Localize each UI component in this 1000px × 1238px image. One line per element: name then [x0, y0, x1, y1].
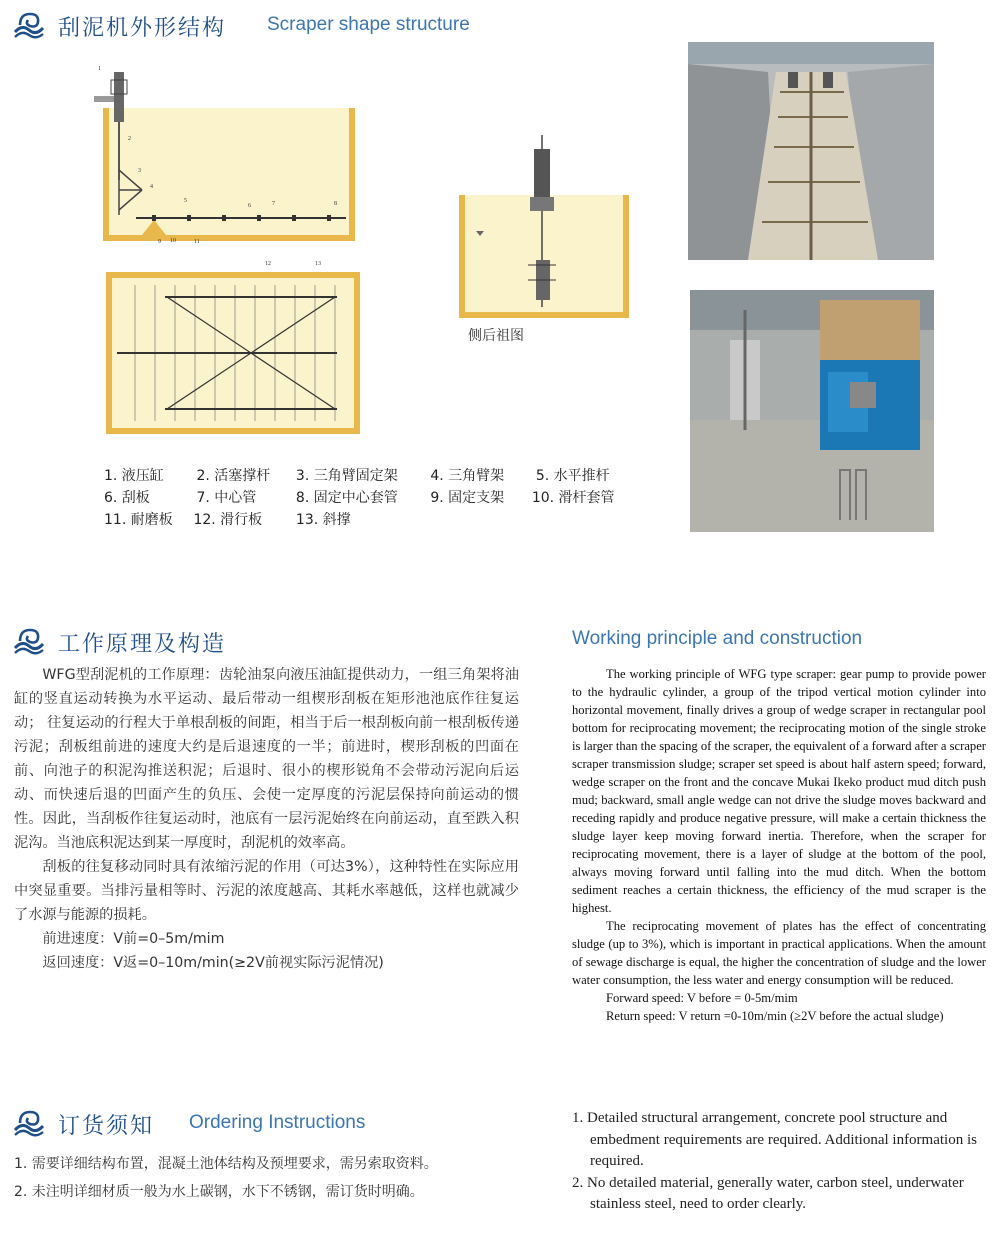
callout-label: 9: [158, 239, 161, 245]
order-list-en: [572, 1108, 986, 1216]
callout-label: 12: [265, 261, 271, 267]
order-item-cn: 2. 未注明详细材质一般为水上碳钢，水下不锈钢，需订货时明确。: [14, 1184, 424, 1200]
callout-label: 5: [184, 198, 187, 204]
callout-label: 7: [272, 201, 275, 207]
legend-item: 8. 固定中心套管: [295, 490, 398, 506]
order-item-cn: 1. 需要详细结构布置，混凝土池体结构及预埋要求，需另索取资料。: [14, 1156, 438, 1172]
legend-row: [104, 465, 610, 485]
callout-label: 13: [315, 261, 321, 267]
section-title-cn: 订货须知: [58, 1114, 155, 1139]
callout-label: 2: [128, 136, 131, 142]
legend-item: 11. 耐磨板: [104, 512, 173, 528]
wave-swirl-icon: [12, 10, 46, 40]
cn-body: [14, 663, 519, 975]
callout-label: 11: [194, 239, 200, 245]
section-title-en: Working principle and construction: [572, 628, 863, 649]
legend-row: [104, 487, 615, 507]
legend-item: 10. 滑杆套管: [531, 490, 615, 506]
section-title-cn: 刮泥机外形结构: [58, 16, 227, 41]
legend-item: 6. 刮板: [104, 490, 150, 506]
callout-label: 10: [170, 238, 176, 244]
callout-label: 4: [150, 184, 153, 190]
cn-paragraph-2: 刮板的往复移动同时具有浓缩污泥的作用（可达3%），这种特性在实际应用中突显重要。当排污量相等时、污泥的浓度越高、其耗水率越低，这样也就减少了水源与能源的损耗。: [14, 859, 519, 923]
section-title-en: Ordering Instructions: [189, 1112, 366, 1133]
order-item-en: 2. No detailed material, generally water, carbon steel, underwater stainless steel, need to order clearly.: [572, 1174, 964, 1212]
side-view-diagram: [456, 135, 632, 320]
legend-item: 7. 中心管: [196, 490, 257, 506]
legend-item: 1. 液压缸: [104, 468, 164, 484]
wave-swirl-icon: [12, 626, 46, 656]
callout-label: 1: [98, 66, 101, 72]
legend-item: 9. 固定支架: [430, 490, 505, 506]
en-body: [572, 665, 986, 1025]
legend-row: [104, 509, 351, 529]
section-title-en: Scraper shape structure: [267, 14, 470, 35]
legend-item: 3. 三角臂固定架: [295, 468, 398, 484]
wave-swirl-icon: [12, 1108, 46, 1138]
hydraulic-unit-photo: [690, 290, 934, 532]
cn-forward-speed: 前进速度：V前=0–5m/mim: [42, 931, 225, 947]
legend-item: 13. 斜撑: [295, 512, 351, 528]
section-title-cn: 工作原理及构造: [58, 632, 227, 657]
plan-view-diagram: [105, 255, 360, 435]
side-view-caption: 侧后祖图: [468, 328, 524, 344]
en-paragraph-2: The reciprocating movement of plates has the effect of concentrating sludge (up to 3%), which is important in practical applications. When the amount of sewage discharge is equal, the higher the concentration of sludge and the lower water consumption, the less water and energy consumption will be reduced.: [572, 919, 986, 987]
callout-label: 8: [334, 201, 337, 207]
callout-label: 6: [248, 203, 251, 209]
sludge-tank-photo: [688, 42, 934, 260]
callout-label: 3: [138, 168, 141, 174]
legend-item: 2. 活塞撑杆: [196, 468, 271, 484]
cn-paragraph-1: WFG型刮泥机的工作原理：齿轮油泵向液压油缸提供动力，一组三角架将油缸的竖直运动转换为水平运动、最后带动一组楔形刮板在矩形池池底作往复运动； 往复运动的行程大于单根刮板的间距，相当于后一根刮板向前一根刮板传递污泥；刮板组前进的速度大约是后退速度的一半；前进时，楔形刮板的凹面在前、向池子的积泥沟推送积泥；后退时、很小的楔形锐角不会带动污泥向后运动、而快速后退的凹面产生的负压、会使一定厚度的污泥层保持向前运动的惯性。因此，当刮板作往复运动时，池底有一层污泥始终在向前运动，直至跌入积泥沟。当池底积泥达到某一厚度时，刮泥机的效率高。: [14, 667, 519, 851]
legend-item: 5. 水平推杆: [535, 468, 610, 484]
en-paragraph-1: The working principle of WFG type scraper: gear pump to provide power to the hydraulic cylinder, a group of the tripod vertical motion cylinder into horizontal movement, finally drives a group of wedge scraper in rectangular pool bottom for reciprocating movement; the reciprocating motion of the single stroke is larger than the spacing of the scraper, the equivalent of a forward after a scraper scraper transmission sludge; scraper set speed is about half astern speed; forward, wedge scraper on the front and the concave Mukai Ikeko product mud ditch push mud; backward, small angle wedge can not drive the sludge moves backward and receding rapidly and produce negative pressure, will make a certain thickness the sludge layer keep moving forward inertia. Therefore, when the scraper for reciprocating movement, there is a layer of sludge at the bottom of the pool, always moving forward until falling into the mud ditch. When the bottom sediment reaches a certain thickness, the efficiency of the mud scraper is the highest.: [572, 667, 986, 915]
elevation-diagram: [92, 60, 360, 250]
en-forward-speed: Forward speed: V before = 0-5m/mim: [606, 991, 798, 1005]
order-item-en: 1. Detailed structural arrangement, concrete pool structure and embedment requirements are required. Additional information is required.: [572, 1110, 977, 1169]
cn-return-speed: 返回速度：V返=0–10m/min(≥2V前视实际污泥情况): [42, 955, 384, 971]
legend-item: 4. 三角臂架: [430, 468, 505, 484]
en-return-speed: Return speed: V return =0-10m/min (≥2V before the actual sludge): [606, 1009, 944, 1023]
legend-item: 12. 滑行板: [193, 512, 263, 528]
